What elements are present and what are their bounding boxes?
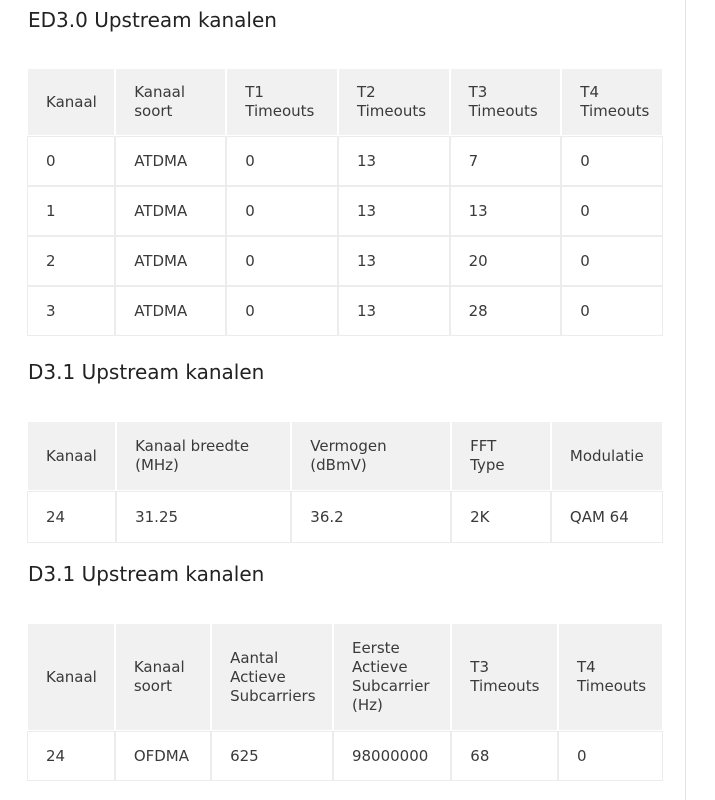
header-aantal-actieve-subcarriers: Aantal Actieve Subcarriers (212, 624, 332, 730)
header-t4-timeouts: T4 Timeouts (562, 69, 662, 135)
cell-kanaal-soort: ATDMA (116, 137, 225, 185)
cell-kanaal: 24 (28, 732, 114, 780)
table-d31-upstream-ofdma (26, 622, 664, 782)
table-row (28, 287, 662, 335)
header-eerste-actieve-subcarrier: Eerste Actieve Subcarrier (Hz) (334, 624, 450, 730)
cell-kanaal: 24 (28, 492, 115, 542)
cell-t4: 0 (562, 237, 662, 285)
cell-kanaal: 1 (28, 187, 114, 235)
cell-eerste-subcarrier: 98000000 (334, 732, 450, 780)
table-d31-upstream (26, 420, 664, 544)
cell-t4: 0 (559, 732, 662, 780)
table-header-row (28, 69, 662, 135)
cell-t1: 0 (227, 237, 337, 285)
header-kanaal-soort: Kanaal soort (116, 69, 225, 135)
cell-t2: 13 (339, 287, 449, 335)
cell-t1: 0 (227, 287, 337, 335)
cell-kanaal: 3 (28, 287, 114, 335)
header-t2-timeouts: T2 Timeouts (339, 69, 449, 135)
section-title-ed30-upstream: ED3.0 Upstream kanalen (28, 8, 277, 32)
header-t3-timeouts: T3 Timeouts (451, 69, 561, 135)
cell-t3: 68 (452, 732, 557, 780)
cell-t3: 13 (451, 187, 561, 235)
cell-kanaal: 0 (28, 137, 114, 185)
table-row (28, 137, 662, 185)
cell-kanaal-soort: ATDMA (116, 187, 225, 235)
table-row (28, 492, 662, 542)
table-row (28, 237, 662, 285)
cell-t4: 0 (562, 187, 662, 235)
table-header-row (28, 624, 662, 730)
header-fft-type: FFT Type (452, 422, 550, 490)
header-kanaal: Kanaal (28, 69, 114, 135)
header-vermogen: Vermogen (dBmV) (292, 422, 450, 490)
cell-t3: 7 (451, 137, 561, 185)
cell-vermogen: 36.2 (292, 492, 450, 542)
section-title-d31-upstream-ofdma: D3.1 Upstream kanalen (28, 562, 265, 586)
cell-fft-type: 2K (452, 492, 550, 542)
cell-kanaal-breedte: 31.25 (117, 492, 290, 542)
table-ed30-upstream (26, 67, 664, 337)
header-t1-timeouts: T1 Timeouts (227, 69, 337, 135)
cell-t4: 0 (562, 137, 662, 185)
cell-t1: 0 (227, 137, 337, 185)
cell-t2: 13 (339, 137, 449, 185)
cell-modulatie: QAM 64 (552, 492, 662, 542)
section-title-d31-upstream: D3.1 Upstream kanalen (28, 360, 265, 384)
cell-t4: 0 (562, 287, 662, 335)
cell-t2: 13 (339, 237, 449, 285)
cell-kanaal-soort: OFDMA (116, 732, 210, 780)
header-t4-timeouts: T4 Timeouts (559, 624, 662, 730)
cell-kanaal-soort: ATDMA (116, 237, 225, 285)
cell-t3: 20 (451, 237, 561, 285)
header-kanaal: Kanaal (28, 624, 114, 730)
cell-t2: 13 (339, 187, 449, 235)
table-row (28, 187, 662, 235)
header-kanaal: Kanaal (28, 422, 115, 490)
header-kanaal-soort: Kanaal soort (116, 624, 210, 730)
table-header-row (28, 422, 662, 490)
cell-aantal-subcarriers: 625 (212, 732, 332, 780)
header-modulatie: Modulatie (552, 422, 662, 490)
cell-kanaal-soort: ATDMA (116, 287, 225, 335)
header-t3-timeouts: T3 Timeouts (452, 624, 557, 730)
cell-t3: 28 (451, 287, 561, 335)
cell-kanaal: 2 (28, 237, 114, 285)
header-kanaal-breedte: Kanaal breedte (MHz) (117, 422, 290, 490)
cell-t1: 0 (227, 187, 337, 235)
table-row (28, 732, 662, 780)
